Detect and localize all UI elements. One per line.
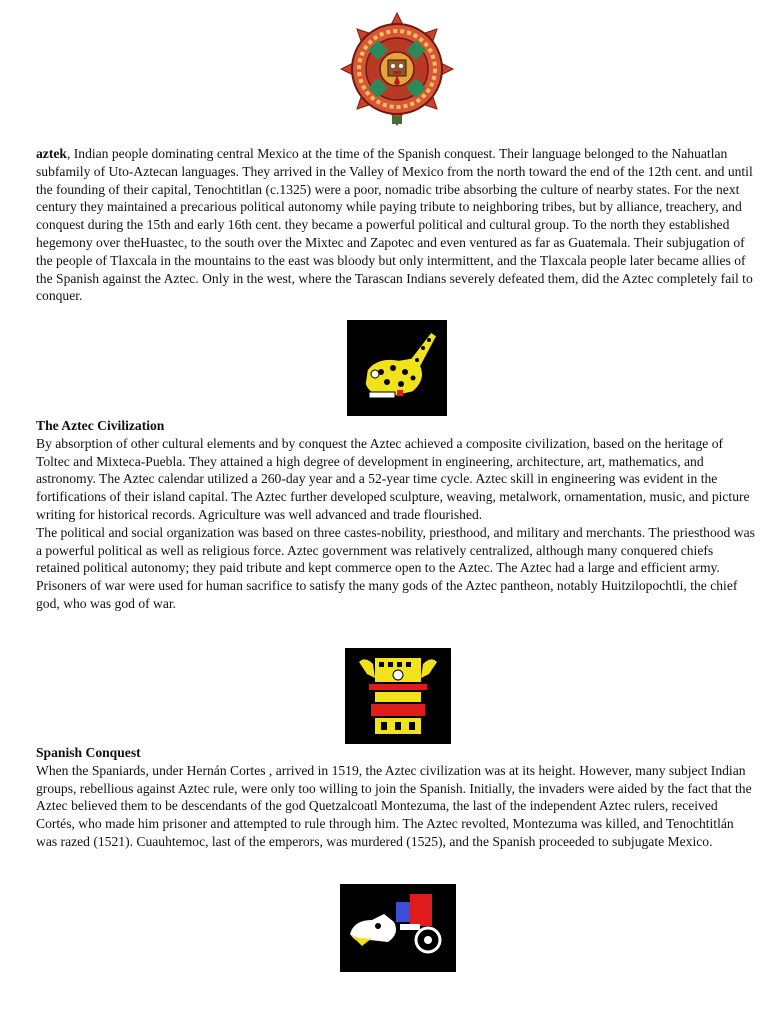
conquest-section [36,744,758,851]
conquest-heading: Spanish Conquest [36,745,141,760]
headdress-glyph-icon [345,648,451,744]
civilization-section [36,417,758,613]
jaguar-glyph-icon [347,320,447,416]
intro-paragraph [36,145,758,305]
intro-text: , Indian people dominating central Mexico at the time of the Spanish conquest. Their language belonged to the Nahuatlan subfamily of Uto-Aztecan languages. They arrived in the Valley of Mexico from the north toward the end of the 12th cent. and until the founding of their capital, Tenochtitlan (c.1325) were a poor, nomadic tribe absorbing the culture of nearby states. For the next century they maintained a precarious political autonomy while paying tribute to neighboring tribes, but by alliance, treachery, and conquest during the 15th and early 16th cent. they became a powerful political and cultural group. To the north they established hegemony over theHuastec, to the south over the Mixtec and Zapotec and even ventured as far as Guatemala. Their subjugation of the people of Tlaxcala in the mountains to the east was bloody but only intermittent, and the Tlaxcala people later became allies of the Spanish against the Aztec. Only in the west, where the Tarascan Indians severely defeated them, did the Aztec completely fail to conquer. [36,146,753,304]
conquest-paragraph-1: When the Spaniards, under Hernán Cortes , arrived in 1519, the Aztec civilization was at its height. However, many subject Indian groups, rebellious against Aztec rule, were only too willing to join the Spanish. Initially, the invaders were aided by the fact that the Aztec believed them to be descendants of the god Quetzalcoatl Montezuma, the last of the independent Aztec rulers, received Cortés, who made him prisoner and attempted to rule through him. The Aztec revolted, Montezuma was killed, and Tenochtitlán was razed (1521). Cuauhtemoc, last of the emperors, was murdered (1525), and the Spanish proceeded to subjugate Mexico. [36,762,752,849]
intro-term: aztek [36,146,67,161]
civilization-heading: The Aztec Civilization [36,418,165,433]
civilization-paragraph-1: By absorption of other cultural elements and by conquest the Aztec achieved a composite civilization, based on the heritage of Toltec and Mixteca-Puebla. They attained a high degree of development in engineering, architecture, art, mathematics, and astronomy. The Aztec calendar utilized a 260-day year and a 52-year time cycle. Aztec skill in engineering was evident in the fortifications of their island capital. The Aztec further developed sculpture, weaving, metalwork, ornamentation, music, and picture writing for historical records. Agriculture was well advanced and trade flourished. [36,435,750,522]
eagle-glyph-icon [340,884,456,972]
aztec-sun-stone-icon [340,12,454,126]
civilization-paragraph-2: The political and social organization was based on three castes-nobility, priesthood, and military and merchants. The priesthood was a powerful political as well as religious force. Aztec government was relatively centralized, although many conquered chiefs retained political autonomy; they paid tribute and kept commerce open to the Aztec. The Aztec had a large and efficient army. Prisoners of war were used for human sacrifice to satisfy the many gods of the Aztec pantheon, notably Huitzilopochtli, the chief god, who was god of war. [36,524,755,611]
